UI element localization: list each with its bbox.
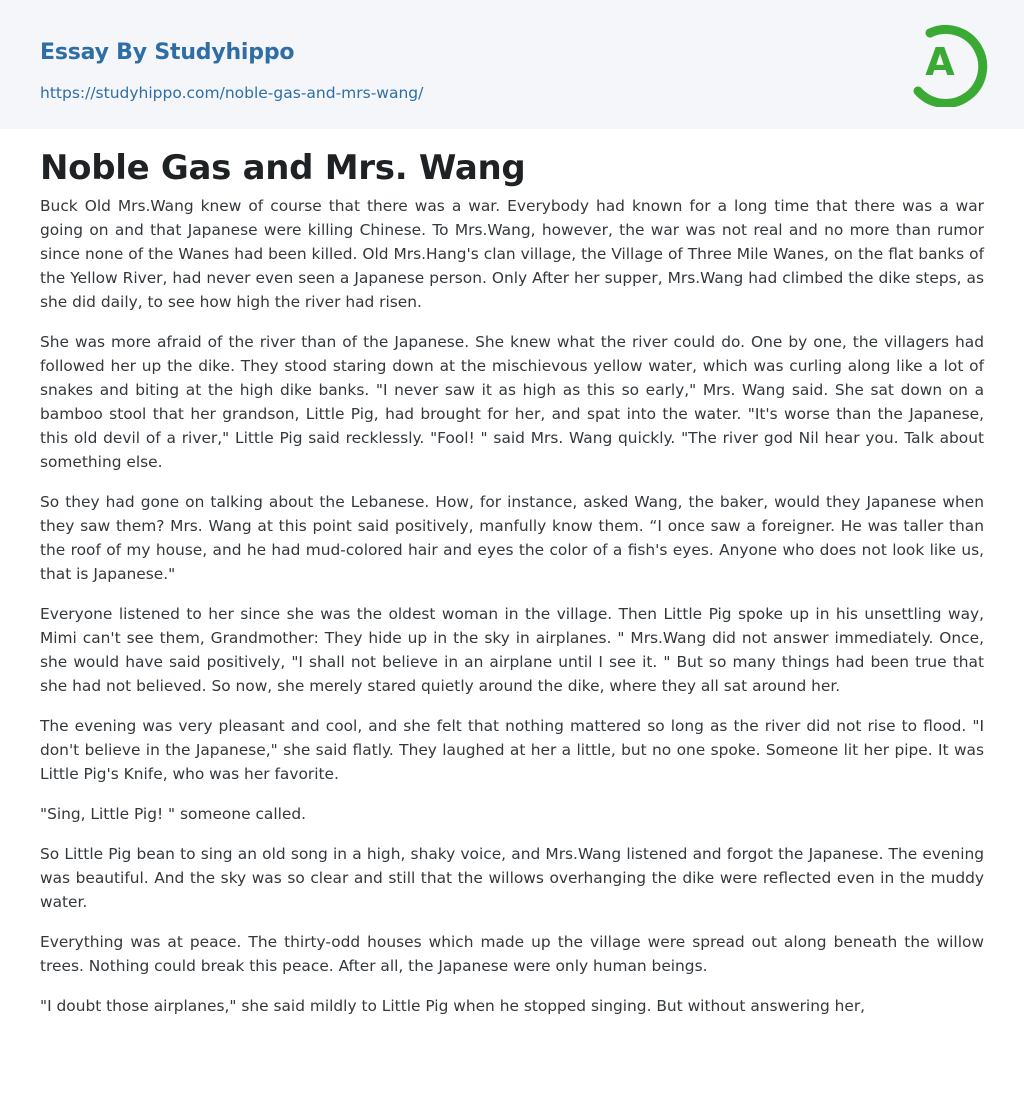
logo-letter: A	[925, 40, 955, 84]
essay-paragraph: The evening was very pleasant and cool, and she felt that nothing mattered so long as the river did not rise to flood. "I don't believe in the Japanese," she said flatly. They laughed at her a little, but no one spoke. Someone lit her pipe. It was Little Pig's Knife, who was her favorite.	[40, 717, 984, 783]
essay-paragraph: "Sing, Little Pig! " someone called.	[40, 805, 307, 823]
essay-paragraph: Everyone listened to her since she was the oldest woman in the village. Then Little Pig spoke up in his unsettling way, Mimi can't see them, Grandmother: They hide up in the sky in airplanes. " Mrs.Wang did not answer immediately. Once, she would have said positively, "I shall not believe in an airplane until I see it. " But so many things had been true that she had not believed. So now, she merely stared quietly around the dike, where they all sat around her.	[40, 605, 984, 695]
page-url-link[interactable]: https://studyhippo.com/noble-gas-and-mrs-wang/	[40, 84, 424, 102]
essay-title: Noble Gas and Mrs. Wang	[40, 148, 526, 188]
studyhippo-logo-icon[interactable]	[908, 17, 988, 107]
brand-title[interactable]: Essay By Studyhippo	[40, 40, 295, 65]
essay-paragraph: So Little Pig bean to sing an old song in a high, shaky voice, and Mrs.Wang listened and forgot the Japanese. The evening was beautiful. And the sky was so clear and still that the willows overhanging the dike were reflected even in the muddy water.	[40, 845, 984, 911]
essay-body	[40, 194, 984, 1034]
essay-paragraph: Everything was at peace. The thirty-odd houses which made up the village were spread out along beneath the willow trees. Nothing could break this peace. After all, the Japanese were only human beings.	[40, 933, 984, 975]
essay-paragraph: So they had gone on talking about the Lebanese. How, for instance, asked Wang, the baker, would they Japanese when they saw them? Mrs. Wang at this point said positively, manfully know them. “I once saw a foreigner. He was taller than the roof of my house, and he had mud-colored hair and eyes the color of a fish's eyes. Anyone who does not look like us, that is Japanese."	[40, 493, 984, 583]
essay-paragraph: "I doubt those airplanes," she said mildly to Little Pig when he stopped singing. But without answering her,	[40, 997, 866, 1015]
essay-paragraph: She was more afraid of the river than of the Japanese. She knew what the river could do. One by one, the villagers had followed her up the dike. They stood staring down at the mischievous yellow water, which was curling along like a lot of snakes and biting at the high dike banks. "I never saw it as high as this so early," Mrs. Wang said. She sat down on a bamboo stool that her grandson, Little Pig, had brought for her, and spat into the water. "It's worse than the Japanese, this old devil of a river," Little Pig said recklessly. "Fool! " said Mrs. Wang quickly. "The river god Nil hear you. Talk about something else.	[40, 333, 984, 471]
essay-paragraph: Buck Old Mrs.Wang knew of course that there was a war. Everybody had known for a long time that there was a war going on and that Japanese were killing Chinese. To Mrs.Wang, however, the war was not real and no more than rumor since none of the Wanes had been killed. Old Mrs.Hang's clan village, the Village of Three Mile Wanes, on the flat banks of the Yellow River, had never even seen a Japanese person. Only After her supper, Mrs.Wang had climbed the dike steps, as she did daily, to see how high the river had risen.	[40, 197, 984, 311]
